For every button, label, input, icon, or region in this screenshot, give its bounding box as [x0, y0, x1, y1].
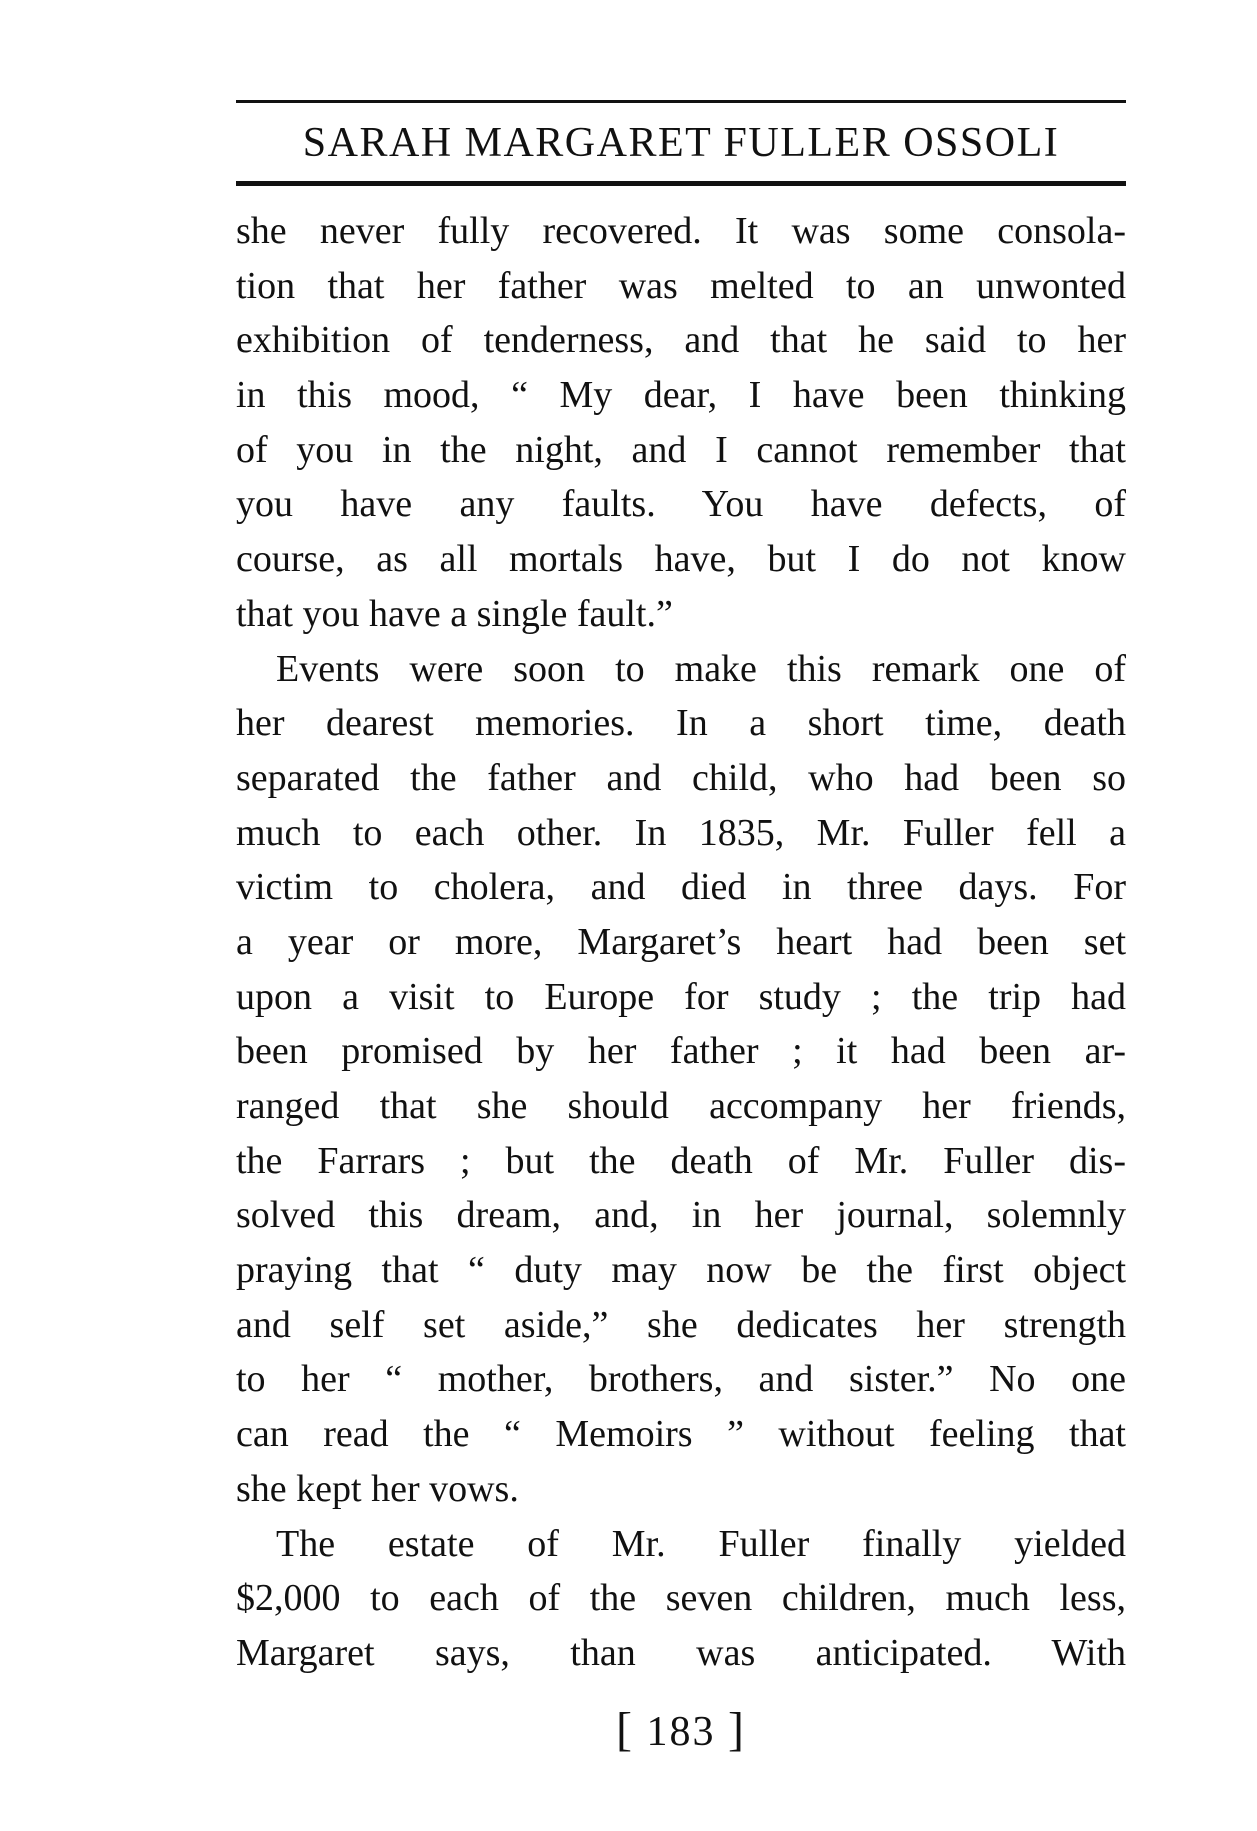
- text-line: a year or more, Margaret’s heart had been set: [236, 920, 1126, 963]
- text-line: praying that “ duty may now be the first object: [236, 1249, 1126, 1292]
- text-line: $2,000 to each of the seven children, much less,: [236, 1577, 1126, 1620]
- text-line: The estate of Mr. Fuller finally yielded: [276, 1522, 1126, 1565]
- running-head-title: SARAH MARGARET FULLER OSSOLI: [302, 120, 1060, 166]
- text-line: exhibition of tenderness, and that he said to her: [236, 319, 1126, 362]
- text-line: she never fully recovered. It was some consola-: [236, 210, 1126, 252]
- text-line: separated the father and child, who had been so: [236, 756, 1126, 799]
- text-line: ranged that she should accompany her friends,: [236, 1085, 1126, 1127]
- text-line: to her “ mother, brothers, and sister.” No one: [236, 1358, 1126, 1401]
- text-line: upon a visit to Europe for study ; the trip had: [236, 975, 1126, 1018]
- text-line: can read the “ Memoirs ” without feeling that: [236, 1413, 1126, 1456]
- text-line: that you have a single fault.”: [236, 592, 673, 635]
- paragraph-3: [236, 1517, 1126, 1681]
- header-rule-bottom: [236, 181, 1126, 186]
- book-page: [236, 100, 1126, 1681]
- paragraph-1: [236, 204, 1126, 642]
- text-line: Events were soon to make this remark one of: [276, 647, 1126, 690]
- text-line: you have any faults. You have defects, of: [236, 483, 1126, 526]
- bracket-open: [: [616, 1703, 634, 1756]
- text-line: solved this dream, and, in her journal, solemnly: [236, 1194, 1126, 1237]
- header-rule-top: [236, 100, 1126, 103]
- text-line: of you in the night, and I cannot remember that: [236, 428, 1126, 471]
- text-line: the Farrars ; but the death of Mr. Fuller dis-: [236, 1139, 1126, 1182]
- text-line: and self set aside,” she dedicates her strength: [236, 1303, 1126, 1346]
- text-line: in this mood, “ My dear, I have been thinking: [236, 374, 1126, 417]
- text-line: victim to cholera, and died in three days. For: [236, 866, 1126, 909]
- text-line: Margaret says, than was anticipated. With: [236, 1631, 1126, 1674]
- text-line: her dearest memories. In a short time, death: [236, 702, 1126, 745]
- text-line: course, as all mortals have, but I do not know: [236, 538, 1126, 581]
- body-text: [236, 204, 1126, 1681]
- text-line: she kept her vows.: [236, 1467, 519, 1510]
- paragraph-2: [236, 642, 1126, 1517]
- page-number: [236, 1700, 1126, 1762]
- text-line: been promised by her father ; it had been ar-: [236, 1030, 1126, 1073]
- page-number-value: 183: [646, 1709, 716, 1755]
- text-line: tion that her father was melted to an unwonted: [236, 264, 1126, 307]
- text-line: much to each other. In 1835, Mr. Fuller fell a: [236, 811, 1126, 854]
- bracket-close: ]: [728, 1703, 746, 1756]
